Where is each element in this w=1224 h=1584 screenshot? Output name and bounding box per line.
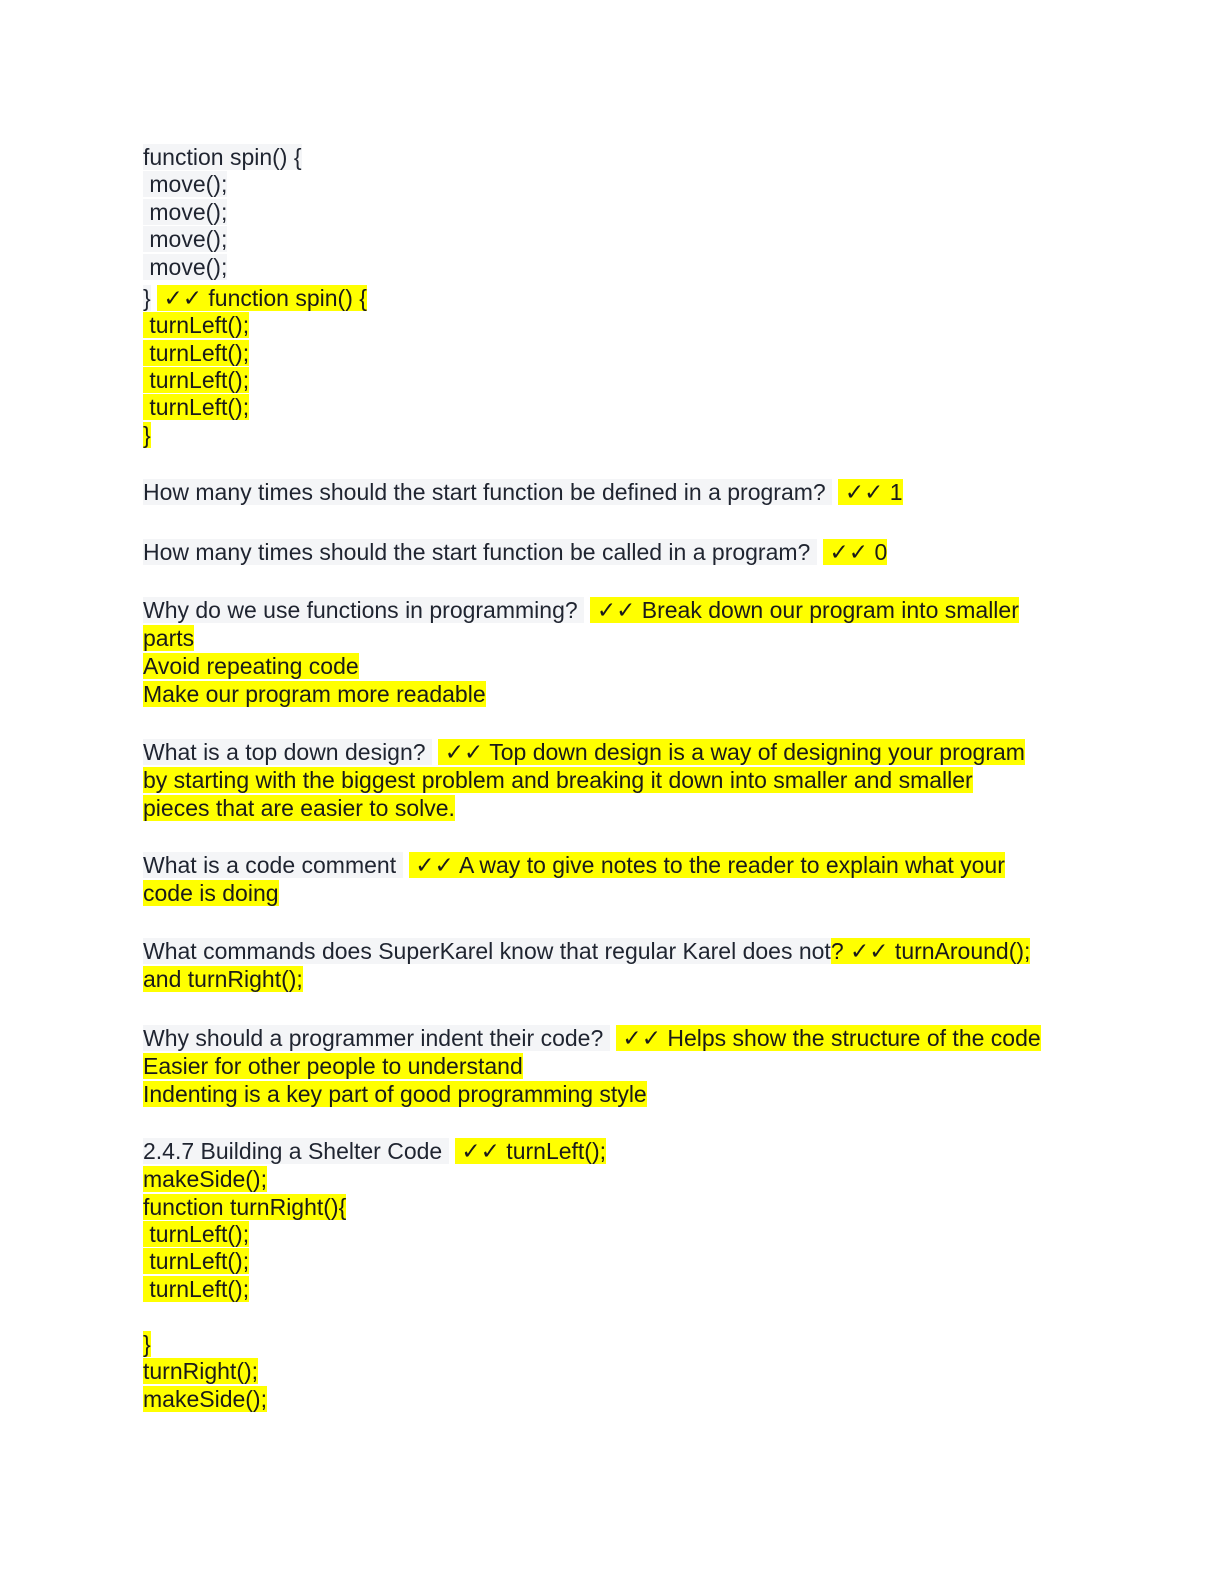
question-text: What commands does SuperKarel know that regular Karel does not (143, 938, 831, 964)
answer-text: makeSide(); (143, 1166, 267, 1192)
answer-line (143, 652, 359, 680)
answer-line (143, 1220, 249, 1248)
answer-text: ✓✓ Break down our program into smaller (590, 597, 1019, 623)
answer-line (143, 965, 303, 993)
answer-text: turnLeft(); (143, 394, 250, 420)
answer-line (143, 1330, 151, 1358)
question-text: What is a top down design? (143, 739, 432, 765)
answer-line (143, 421, 151, 449)
answer-text: makeSide(); (143, 1386, 267, 1412)
answer-text: turnLeft(); (143, 1276, 250, 1302)
answer-line (143, 393, 249, 421)
code-text: function spin() { (143, 144, 302, 170)
code-text: move(); (143, 171, 228, 197)
answer-text: } (143, 1331, 151, 1357)
answer-line (143, 879, 279, 907)
answer-text: Indenting is a key part of good programming style (143, 1081, 647, 1107)
answer-text: turnLeft(); (143, 367, 250, 393)
code-line (143, 143, 302, 171)
answer-text: turnLeft(); (143, 312, 250, 338)
answer-text: parts (143, 625, 195, 651)
answer-text: ✓✓ 0 (823, 539, 888, 565)
answer-text: by starting with the biggest problem and breaking it down into smaller and smaller (143, 767, 973, 793)
answer-line (143, 1165, 267, 1193)
question-text: Why do we use functions in programming? (143, 597, 585, 623)
qa-item (143, 851, 1005, 879)
qa-item (143, 1137, 606, 1165)
question-text: What is a code comment (143, 852, 403, 878)
code-text: move(); (143, 199, 228, 225)
code-text: } (143, 285, 151, 311)
answer-text: turnLeft(); (143, 1248, 250, 1274)
answer-line (143, 1193, 346, 1221)
qa-item (143, 596, 1019, 624)
question-text: 2.4.7 Building a Shelter Code (143, 1138, 449, 1164)
answer-line (143, 1247, 249, 1275)
answer-line (143, 766, 973, 794)
answer-text: } (143, 422, 151, 448)
qa-item (143, 1024, 1041, 1052)
answer-text: ✓✓ A way to give notes to the reader to explain what your (408, 852, 1005, 878)
code-line (143, 253, 227, 281)
answer-text: ? ✓✓ turnAround(); (830, 938, 1031, 964)
qa-item (143, 738, 1025, 766)
answer-text: ✓✓ Helps show the structure of the code (616, 1025, 1041, 1051)
question-text: Why should a programmer indent their code? (143, 1025, 610, 1051)
answer-line (143, 311, 249, 339)
answer-line (143, 1357, 258, 1385)
answer-line (143, 624, 194, 652)
answer-line (143, 1275, 249, 1303)
answer-text: pieces that are easier to solve. (143, 795, 455, 821)
question-text: How many times should the start function be called in a program? (143, 539, 817, 565)
qa-item (143, 937, 1030, 965)
qa-item (143, 538, 887, 566)
qa-item (143, 478, 903, 506)
code-line (143, 284, 367, 312)
answer-line (143, 1052, 523, 1080)
answer-text: ✓✓ 1 (838, 479, 903, 505)
answer-line (143, 366, 249, 394)
answer-line (143, 794, 455, 822)
code-line (143, 225, 227, 253)
answer-text: Easier for other people to understand (143, 1053, 523, 1079)
answer-text: Avoid repeating code (143, 653, 359, 679)
answer-text: and turnRight(); (143, 966, 303, 992)
code-text: move(); (143, 254, 228, 280)
answer-line (143, 1385, 267, 1413)
answer-text: turnLeft(); (143, 340, 250, 366)
answer-line (143, 1080, 647, 1108)
code-line (143, 170, 227, 198)
answer-text: turnRight(); (143, 1358, 259, 1384)
answer-text: ✓✓ Top down design is a way of designing your program (438, 739, 1025, 765)
answer-text: function turnRight(){ (143, 1194, 347, 1220)
answer-text: turnLeft(); (143, 1221, 250, 1247)
answer-text: ✓✓ turnLeft(); (454, 1138, 607, 1164)
answer-line (143, 680, 486, 708)
code-text: move(); (143, 226, 228, 252)
answer-text: ✓✓ function spin() { (157, 285, 367, 311)
question-text: How many times should the start function be defined in a program? (143, 479, 833, 505)
answer-text: Make our program more readable (143, 681, 486, 707)
answer-line (143, 339, 249, 367)
answer-text: code is doing (143, 880, 279, 906)
code-line (143, 198, 227, 226)
